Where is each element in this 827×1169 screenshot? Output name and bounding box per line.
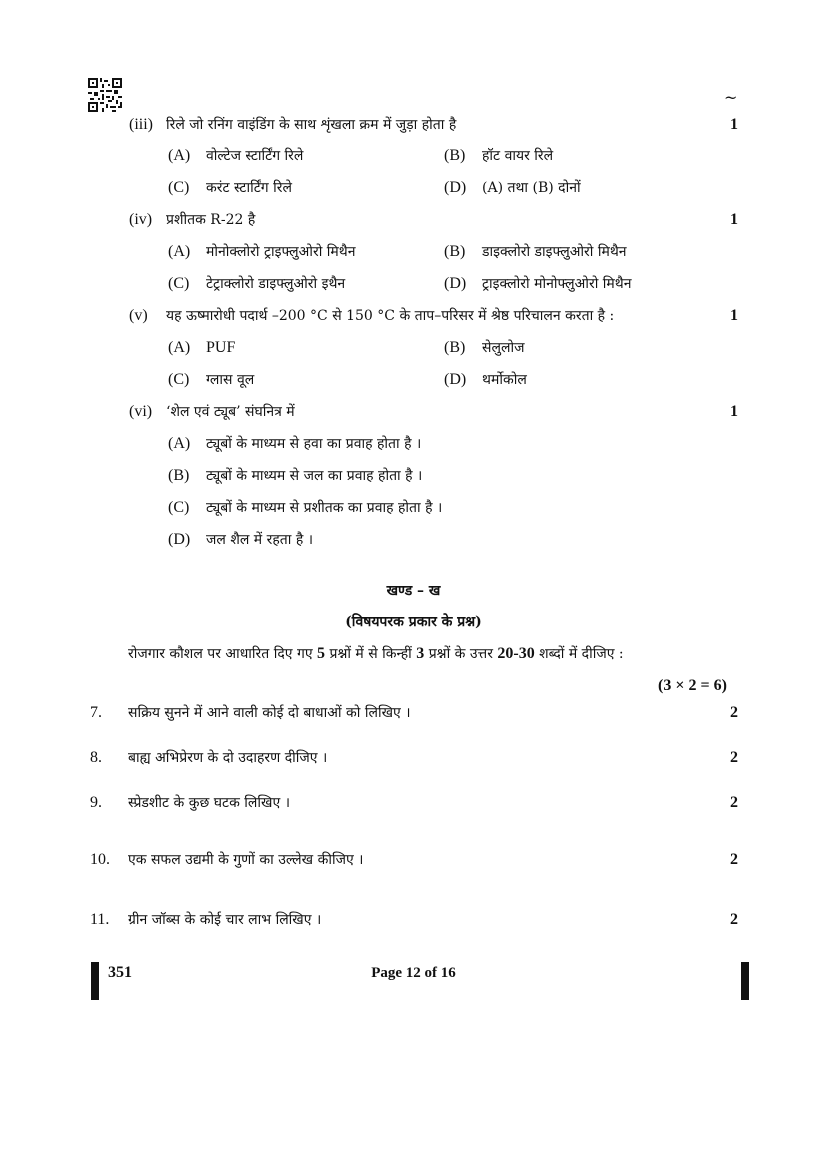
option-label: (C) <box>168 179 190 196</box>
option-text: ट्यूबों के माध्यम से हवा का प्रवाह होता है । <box>206 436 422 452</box>
option-label: (C) <box>168 371 190 388</box>
question-number: 8. <box>90 749 102 766</box>
option-text: सेलुलोज <box>482 340 525 356</box>
option-text: PUF <box>206 339 236 356</box>
question-marks: 2 <box>730 851 738 868</box>
question-text: एक सफल उद्यमी के गुणों का उल्लेख कीजिए । <box>128 852 364 868</box>
section-subtitle: (विषयपरक प्रकार के प्रश्न) <box>345 614 482 630</box>
question-number: 11. <box>90 911 110 928</box>
option-text: डाइक्लोरो डाइफ्लुओरो मिथैन <box>482 244 627 260</box>
option-text: टेट्राक्लोरो डाइफ्लुओरो इथैन <box>206 276 346 292</box>
question-text: प्रशीतक R-22 है <box>166 212 256 228</box>
option-label: (A) <box>168 147 191 164</box>
instruction-text: शब्दों में दीजिए : <box>534 646 624 662</box>
option-label: (A) <box>168 243 191 260</box>
option-text: ट्यूबों के माध्यम से प्रशीतक का प्रवाह होता है । <box>206 500 443 516</box>
option-text: मोनोक्लोरो ट्राइफ्लुओरो मिथैन <box>206 244 356 260</box>
section-marks-total: (3 × 2 = 6) <box>658 677 727 694</box>
question-marks: 2 <box>730 794 738 811</box>
question-number: (vi) <box>129 403 153 420</box>
question-number: 10. <box>90 851 110 868</box>
option-text: करंट स्टार्टिंग रिले <box>206 180 292 196</box>
option-label: (B) <box>444 243 466 260</box>
question-marks: 1 <box>730 307 738 324</box>
question-number: (iv) <box>129 211 153 228</box>
option-label: (B) <box>444 147 466 164</box>
option-text: ट्यूबों के माध्यम से जल का प्रवाह होता है । <box>206 468 423 484</box>
footer-paper-code: 351 <box>108 964 132 981</box>
footer-bar-right <box>741 962 749 1000</box>
option-text: जल शैल में रहता है । <box>206 532 314 548</box>
question-text: यह ऊष्मारोधी पदार्थ –200 °C से 150 °C के ताप–परिसर में श्रेष्ठ परिचालन करता है : <box>166 308 615 324</box>
instruction-number: 3 <box>416 645 425 662</box>
option-label: (B) <box>444 339 466 356</box>
question-text: रिले जो रनिंग वाइंडिंग के साथ शृंखला क्रम में जुड़ा होता है <box>166 117 457 133</box>
option-text: ग्लास वूल <box>206 372 255 388</box>
qr-code-image <box>88 78 122 112</box>
instruction-number: 20-30 <box>497 645 535 662</box>
question-marks: 1 <box>730 116 738 133</box>
instruction-text: प्रश्नों के उत्तर <box>424 646 498 662</box>
option-label: (B) <box>168 467 190 484</box>
question-marks: 1 <box>730 211 738 228</box>
question-marks: 2 <box>730 704 738 721</box>
question-marks: 1 <box>730 403 738 420</box>
option-label: (C) <box>168 499 190 516</box>
question-marks: 2 <box>730 911 738 928</box>
option-text: (A) तथा (B) दोनों <box>482 180 581 196</box>
section-instruction <box>128 645 624 663</box>
question-marks: 2 <box>730 749 738 766</box>
question-text: सक्रिय सुनने में आने वाली कोई दो बाधाओं को लिखिए । <box>128 705 411 721</box>
option-label: (A) <box>168 435 191 452</box>
question-text: स्प्रेडशीट के कुछ घटक लिखिए । <box>128 795 290 811</box>
question-text: ‘शेल एवं ट्यूब’ संघनित्र में <box>166 404 295 420</box>
option-label: (C) <box>168 275 190 292</box>
question-text: ग्रीन जॉब्स के कोई चार लाभ लिखिए । <box>128 912 322 928</box>
section-title: खण्ड – ख <box>386 583 441 599</box>
question-number: 9. <box>90 794 102 811</box>
instruction-text: प्रश्नों में से किन्हीं <box>325 646 417 662</box>
question-text: बाह्य अभिप्रेरण के दो उदाहरण दीजिए । <box>128 750 328 766</box>
option-text: ट्राइक्लोरो मोनोफ्लुओरो मिथैन <box>482 276 632 292</box>
question-number: (v) <box>129 307 148 324</box>
option-label: (D) <box>168 531 191 548</box>
question-number: (iii) <box>129 116 153 133</box>
option-text: वोल्टेज स्टार्टिंग रिले <box>206 148 304 164</box>
option-label: (D) <box>444 371 467 388</box>
question-number: 7. <box>90 704 102 721</box>
option-label: (D) <box>444 275 467 292</box>
instruction-text: रोजगार कौशल पर आधारित दिए गए <box>128 646 318 662</box>
option-text: थर्मोकोल <box>482 372 527 388</box>
option-label: (A) <box>168 339 191 356</box>
option-text: हॉट वायर रिले <box>482 148 554 164</box>
option-label: (D) <box>444 179 467 196</box>
footer-page-number: Page 12 of 16 <box>371 965 456 981</box>
instruction-number: 5 <box>317 645 326 662</box>
header-mark: ~ <box>724 88 738 107</box>
